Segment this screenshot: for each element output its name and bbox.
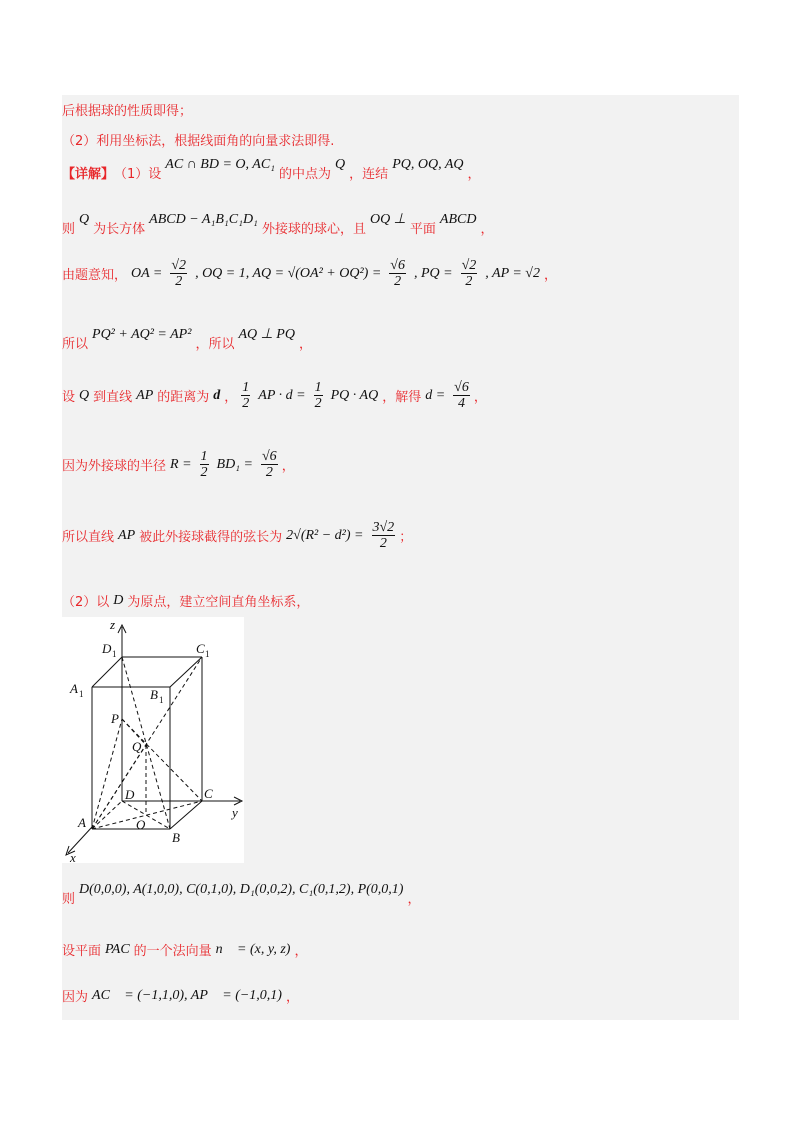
text: 为原点，建立空间直角坐标系， [127, 595, 310, 610]
text-line-7 [62, 380, 487, 412]
label-d1-sub: 1 [112, 649, 117, 659]
text-line-4 [62, 211, 494, 237]
denominator: 2 [175, 274, 183, 290]
text: ， [285, 990, 299, 1005]
diagonal-bd [122, 801, 170, 829]
text: 为长方体 [93, 222, 146, 237]
text: ； [399, 530, 413, 546]
text: ， [224, 390, 238, 406]
text: 的中点为 [279, 167, 332, 182]
math: , PQ = [413, 265, 453, 281]
math: , OQ = 1, AQ = √(OA² + OQ²) = [195, 265, 382, 281]
detail-line [62, 156, 481, 182]
text: 平面 [409, 222, 436, 237]
numerator: √6 [262, 449, 277, 464]
denominator: 2 [394, 274, 402, 290]
text-line-6 [62, 326, 312, 352]
text: （2）以 [62, 595, 110, 610]
fraction [368, 520, 400, 552]
numerator: 1 [314, 380, 322, 395]
fraction [166, 258, 191, 290]
text: 所以 [62, 337, 89, 352]
numerator: 3√2 [372, 520, 395, 535]
text-line-10 [62, 591, 309, 610]
fraction [457, 258, 482, 290]
label-o: O [136, 817, 146, 832]
edge-a1d1 [92, 657, 122, 687]
label-c1-sub: 1 [205, 649, 210, 659]
label-b1-sub: 1 [159, 695, 164, 705]
fraction [196, 449, 213, 481]
numerator: √2 [461, 258, 477, 273]
text-line-8 [62, 449, 295, 481]
math: OA = [131, 265, 163, 281]
text-line-2 [62, 130, 334, 149]
text-line-13 [62, 986, 299, 1005]
text-line-11 [62, 881, 421, 907]
label-z: z [110, 617, 116, 632]
edge-bc [170, 801, 202, 829]
math: PQ, OQ, AQ [392, 156, 464, 172]
text: ， [467, 167, 481, 182]
label-a: A [78, 815, 86, 830]
math: , AP = √2 [485, 265, 540, 281]
math: OQ ⊥ [369, 212, 406, 227]
text: ，所以 [195, 337, 235, 352]
text: 外接球的球心，且 [261, 222, 366, 237]
denominator: 2 [465, 274, 473, 290]
cuboid-diagram [62, 617, 244, 863]
cuboid-figure [62, 617, 244, 863]
math: ABCD − A₁B₁C₁D₁ [149, 211, 258, 227]
text: 则 [62, 892, 76, 907]
numerator: 1 [200, 449, 208, 464]
label-b1: B [150, 687, 158, 702]
text: 因为 [62, 990, 89, 1005]
math: PQ · AQ [330, 387, 379, 403]
math: ABCD [439, 211, 477, 227]
edge-b1c1 [170, 657, 202, 687]
label-c1: C [196, 641, 205, 656]
text: 由题意知， [62, 268, 128, 284]
text: 设 [62, 390, 76, 406]
segment-ap [92, 719, 122, 829]
fraction [237, 380, 254, 412]
text: 因为外接球的半径 [62, 459, 167, 475]
text: ， [298, 337, 312, 352]
text: 的一个法向量 [133, 944, 212, 959]
math: AP [118, 527, 136, 543]
math: Q [79, 211, 90, 227]
math: BD₁ = [216, 456, 253, 472]
text: ， [480, 222, 494, 237]
text: （1）设 [114, 167, 162, 182]
math: R = [170, 456, 192, 472]
text: ， [473, 390, 487, 406]
math: D(0,0,0), A(1,0,0), C(0,1,0), D₁(0,0,2), C₁(0,1,2), P(0,0,1) [79, 881, 404, 897]
text-line-9 [62, 520, 412, 552]
fraction [385, 258, 410, 290]
math: AQ ⊥ PQ [238, 327, 295, 342]
text: ， [294, 944, 308, 959]
numerator: √6 [390, 258, 405, 273]
math: AP · d = [258, 387, 306, 403]
text: （2）利用坐标法，根据线面角的向量求法即得. [62, 134, 335, 149]
math: PAC [105, 941, 130, 957]
denominator: 2 [314, 396, 322, 412]
text: ，解得 [382, 390, 422, 406]
math: Q [79, 387, 90, 403]
math: Q [335, 156, 346, 172]
fraction [310, 380, 327, 412]
denominator: 2 [200, 465, 208, 481]
label-a1-sub: 1 [79, 689, 84, 699]
text: ， [407, 892, 421, 907]
math: n⃗ = (x, y, z) [215, 941, 291, 957]
text: ， [281, 459, 295, 475]
text: 所以直线 [62, 530, 115, 546]
text-line-1 [62, 100, 192, 119]
text: 被此外接球截得的弦长为 [139, 530, 283, 546]
label-d: D [125, 787, 135, 802]
math: 2√(R² − d²) = [286, 527, 364, 543]
fraction [449, 380, 474, 412]
numerator: √2 [171, 258, 187, 273]
text-line-12 [62, 940, 307, 959]
label-x: x [70, 850, 76, 863]
text-line-5 [62, 258, 557, 290]
text: ， [544, 268, 558, 284]
denominator: 2 [242, 396, 250, 412]
text: 到直线 [93, 390, 133, 406]
text: 的距离为 [157, 390, 210, 406]
numerator: 1 [242, 380, 250, 395]
math: AP [136, 387, 154, 403]
label-a1: A [70, 681, 78, 696]
math: PQ² + AQ² = AP² [92, 326, 192, 342]
label-y: y [232, 805, 238, 820]
numerator: √6 [454, 380, 469, 395]
label-b: B [172, 830, 180, 845]
label-c: C [204, 786, 213, 801]
text: 则 [62, 222, 76, 237]
label-q: Q [132, 739, 142, 754]
denominator: 2 [265, 465, 273, 481]
fraction [257, 449, 282, 481]
math: AC ∩ BD = O, AC₁ [165, 156, 276, 172]
math: d = [425, 387, 446, 403]
math: d [213, 387, 221, 403]
denominator: 2 [379, 536, 387, 552]
text: 后根据球的性质即得； [62, 104, 193, 119]
label-d1: D [102, 641, 112, 656]
math: D [113, 592, 124, 608]
text: 设平面 [62, 944, 102, 959]
label-p: P [111, 711, 119, 726]
denominator: 4 [458, 396, 465, 412]
text: ，连结 [349, 167, 389, 182]
math: AC⃗ = (−1,1,0), AP⃗ = (−1,0,1) [92, 987, 282, 1003]
detail-tag: 【详解】 [62, 167, 115, 182]
